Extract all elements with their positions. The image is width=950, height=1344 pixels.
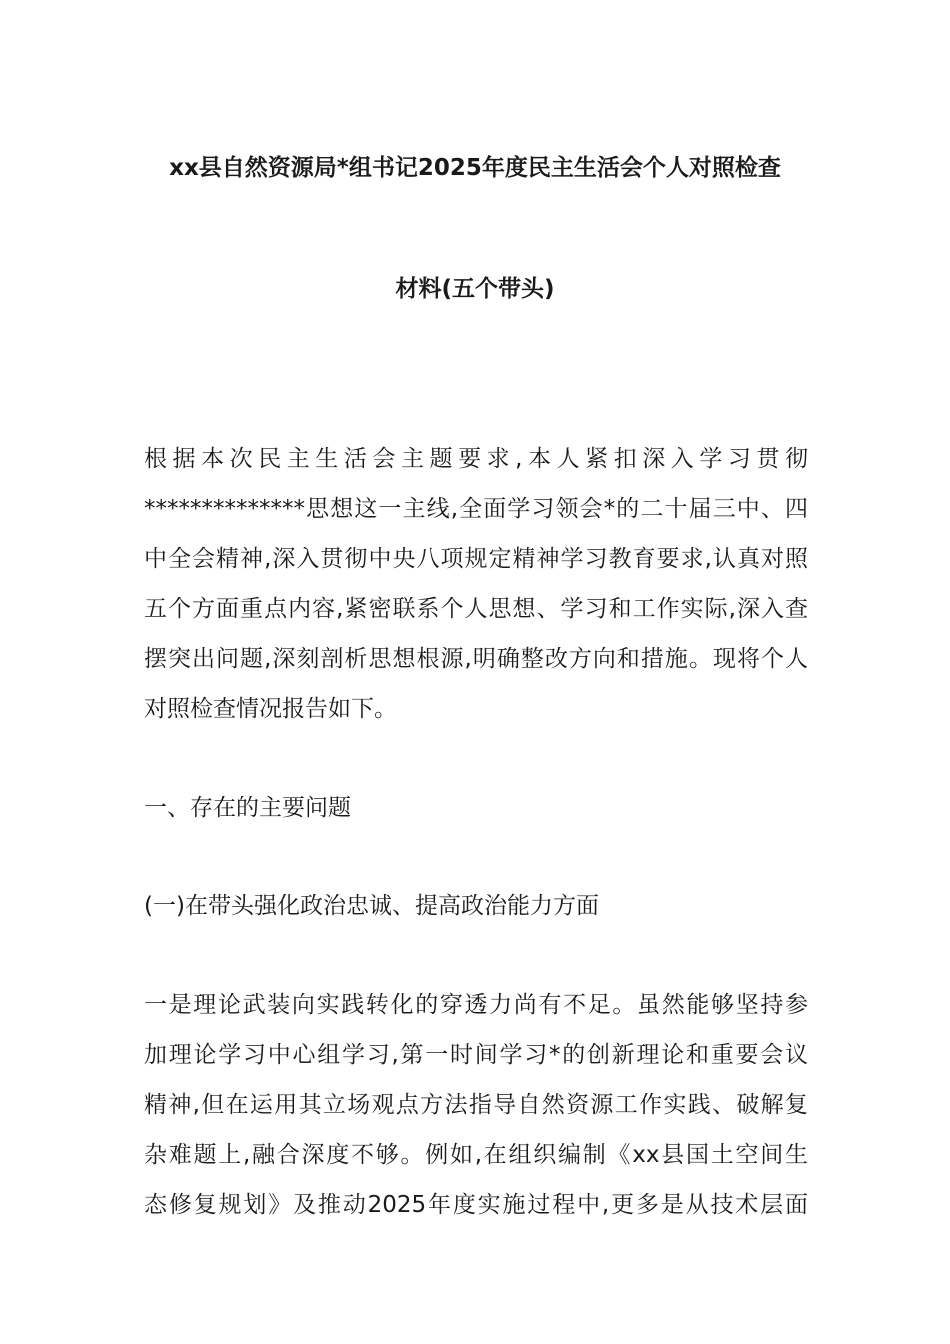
document-title-line-1: xx县自然资源局*组书记2025年度民主生活会个人对照检查	[169, 155, 781, 181]
intro-line: 对照检查情况报告如下。	[144, 696, 397, 722]
point-line: 杂难题上,融合深度不够。例如,在组织编制《xx县国土空间生	[144, 1142, 808, 1168]
intro-paragraph	[144, 434, 808, 734]
intro-line: 根据本次民主生活会主题要求,本人紧扣深入学习贯彻	[144, 446, 808, 472]
point-line: 精神,但在运用其立场观点方法指导自然资源工作实践、破解复	[144, 1092, 808, 1118]
intro-line: 摆突出问题,深刻剖析思想根源,明确整改方向和措施。现将个人	[144, 646, 808, 672]
document-title-line-2: 材料(五个带头)	[395, 276, 555, 302]
subsection-heading-text: (一)在带头强化政治忠诚、提高政治能力方面	[144, 893, 599, 919]
intro-line: 五个方面重点内容,紧密联系个人思想、学习和工作实际,深入查	[144, 596, 808, 622]
point-paragraph	[144, 980, 808, 1230]
point-line: 一是理论武装向实践转化的穿透力尚有不足。虽然能够坚持参	[144, 992, 808, 1018]
intro-line: **************思想这一主线,全面学习领会*的二十届三中、四	[144, 496, 808, 522]
section-heading-text: 一、存在的主要问题	[144, 795, 351, 821]
subsection-heading	[144, 881, 808, 931]
point-line: 加理论学习中心组学习,第一时间学习*的创新理论和重要会议	[144, 1042, 808, 1068]
point-line: 态修复规划》及推动2025年度实施过程中,更多是从技术层面	[144, 1192, 808, 1218]
intro-line: 中全会精神,深入贯彻中央八项规定精神学习教育要求,认真对照	[144, 546, 808, 572]
section-heading	[144, 783, 808, 833]
